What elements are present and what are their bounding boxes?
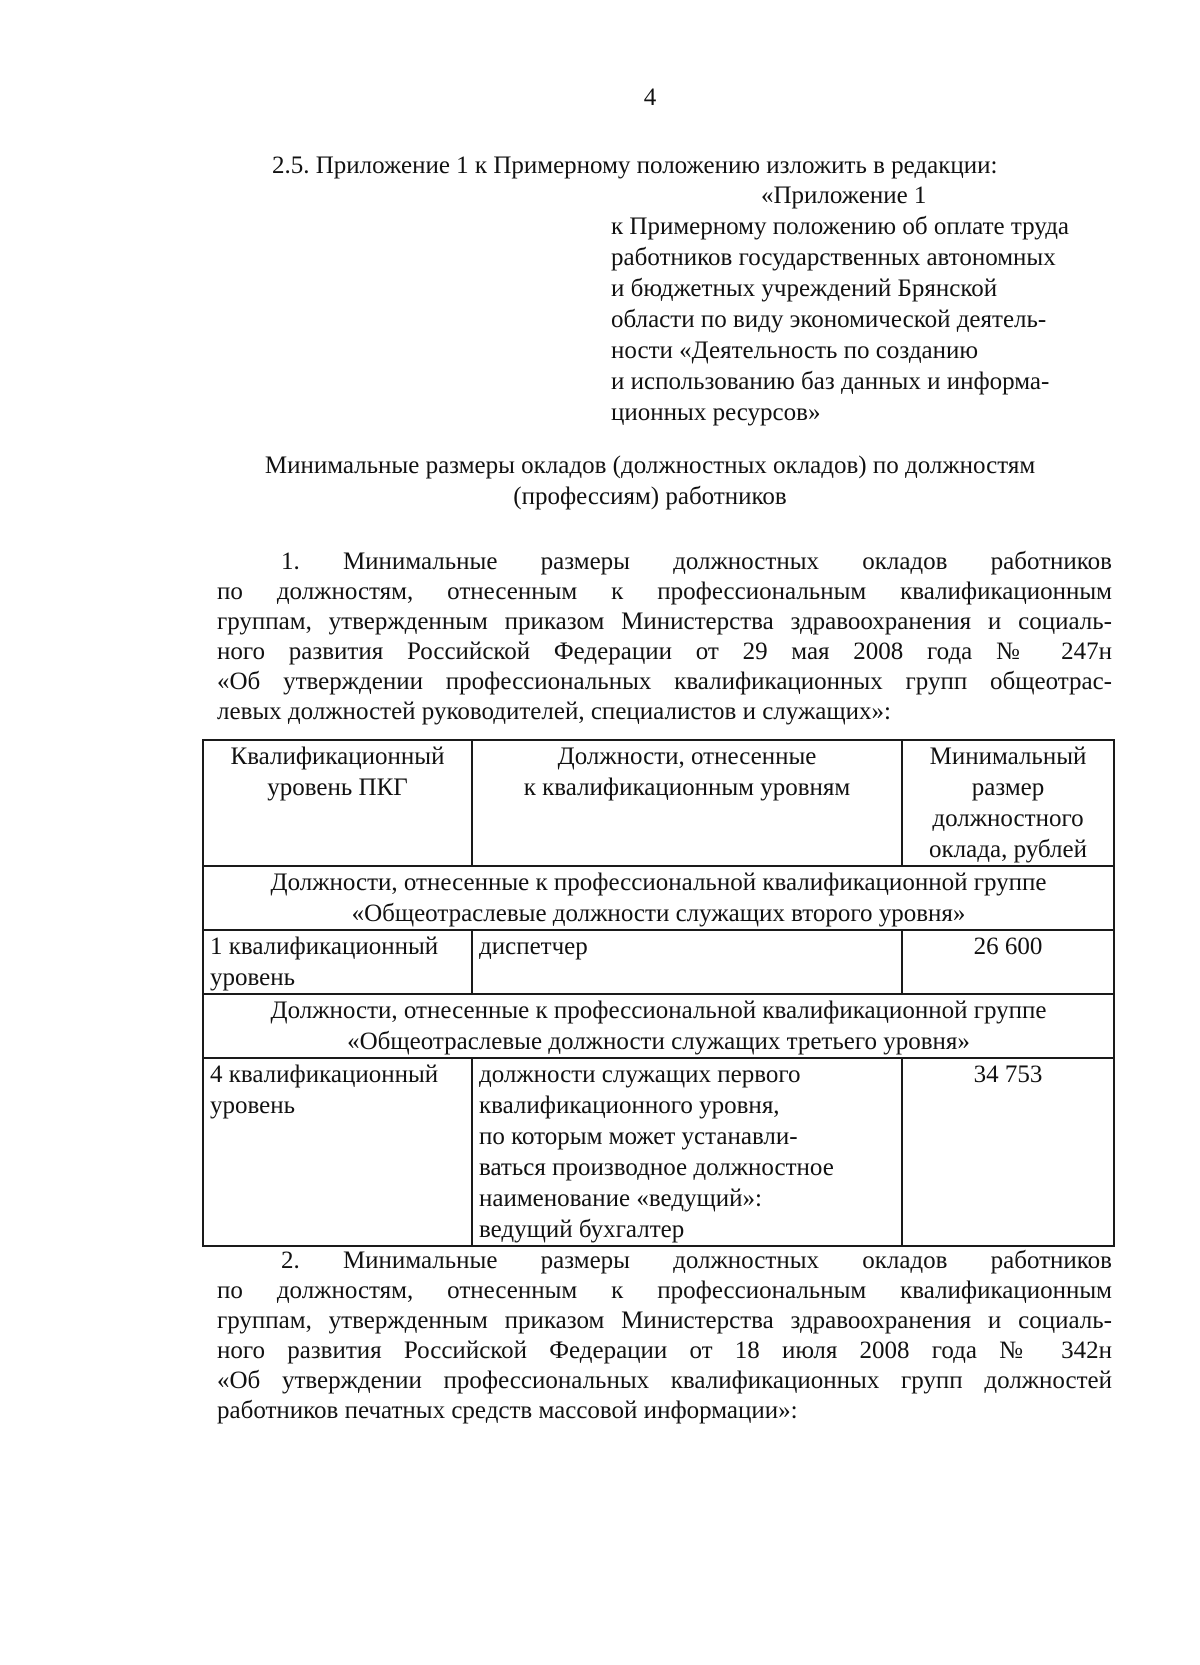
table-row bbox=[203, 1058, 1114, 1246]
section-2-paragraph bbox=[217, 1245, 1112, 1425]
appendix-line: к Примерному положению об оплате труда bbox=[611, 213, 1070, 240]
appendix-line: ности «Деятельность по созданию bbox=[611, 337, 979, 364]
table-group-row bbox=[203, 866, 1114, 930]
title-line: (профессиям) работников bbox=[513, 483, 787, 510]
header-positions: Должности, отнесенные к квалификационным уровням bbox=[472, 740, 902, 866]
appendix-line: и бюджетных учреждений Брянской bbox=[611, 275, 998, 302]
appendix-line: и использованию баз данных и информа- bbox=[611, 368, 1050, 395]
salary-table bbox=[202, 739, 1115, 1247]
table-row bbox=[203, 930, 1114, 994]
appendix-line: области по виду экономической деятель- bbox=[611, 306, 1047, 333]
paragraph-line: ного развития Российской Федерации от 29 мая 2008 года № 247н bbox=[217, 638, 1112, 665]
paragraph-line: 2. Минимальные размеры должностных окладов работников bbox=[281, 1247, 1112, 1274]
level-cell: 4 квалификационный уровень bbox=[203, 1058, 472, 1246]
appendix-line: ционных ресурсов» bbox=[611, 399, 821, 426]
group-title: Должности, отнесенные к профессиональной квалификационной группе «Общеотраслевые должности служащих второго уровня» bbox=[203, 866, 1114, 930]
paragraph-line: ного развития Российской Федерации от 18 июля 2008 года № 342н bbox=[217, 1337, 1112, 1364]
salary-cell: 26 600 bbox=[902, 930, 1114, 994]
group-title: Должности, отнесенные к профессиональной квалификационной группе «Общеотраслевые должности служащих третьего уровня» bbox=[203, 994, 1114, 1058]
paragraph-line: «Об утверждении профессиональных квалификационных групп общеотрас- bbox=[217, 668, 1112, 695]
positions-cell: диспетчер bbox=[472, 930, 902, 994]
paragraph-line: группам, утвержденным приказом Министерства здравоохранения и социаль- bbox=[217, 608, 1112, 635]
page-number: 4 bbox=[643, 84, 657, 111]
paragraph-line: работников печатных средств массовой информации»: bbox=[217, 1397, 798, 1424]
paragraph-line: по должностям, отнесенным к профессиональным квалификационным bbox=[217, 578, 1112, 605]
table-header-row bbox=[203, 740, 1114, 866]
appendix-line: «Приложение 1 bbox=[761, 182, 927, 209]
appendix-header bbox=[611, 180, 1069, 428]
salary-cell: 34 753 bbox=[902, 1058, 1114, 1246]
appendix-line: работников государственных автономных bbox=[611, 244, 1056, 271]
level-cell: 1 квалификационный уровень bbox=[203, 930, 472, 994]
document-title bbox=[150, 450, 1150, 512]
header-level: Квалификационный уровень ПКГ bbox=[203, 740, 472, 866]
paragraph-line: «Об утверждении профессиональных квалификационных групп должностей bbox=[217, 1367, 1112, 1394]
header-salary: Минимальный размер должностного оклада, рублей bbox=[902, 740, 1114, 866]
section-1-paragraph bbox=[217, 546, 1112, 726]
positions-cell: должности служащих первого квалификационного уровня, по которым может устанавли- ваться производное должностное наименование «ведущий»: ведущий бухгалтер bbox=[472, 1058, 902, 1246]
paragraph-line: по должностям, отнесенным к профессиональным квалификационным bbox=[217, 1277, 1112, 1304]
title-line: Минимальные размеры окладов (должностных окладов) по должностям bbox=[264, 452, 1036, 479]
amendment-line: 2.5. Приложение 1 к Примерному положению изложить в редакции: bbox=[272, 152, 998, 179]
table-group-row bbox=[203, 994, 1114, 1058]
paragraph-line: левых должностей руководителей, специалистов и служащих»: bbox=[217, 698, 891, 725]
paragraph-line: 1. Минимальные размеры должностных окладов работников bbox=[281, 548, 1112, 575]
paragraph-line: группам, утвержденным приказом Министерства здравоохранения и социаль- bbox=[217, 1307, 1112, 1334]
